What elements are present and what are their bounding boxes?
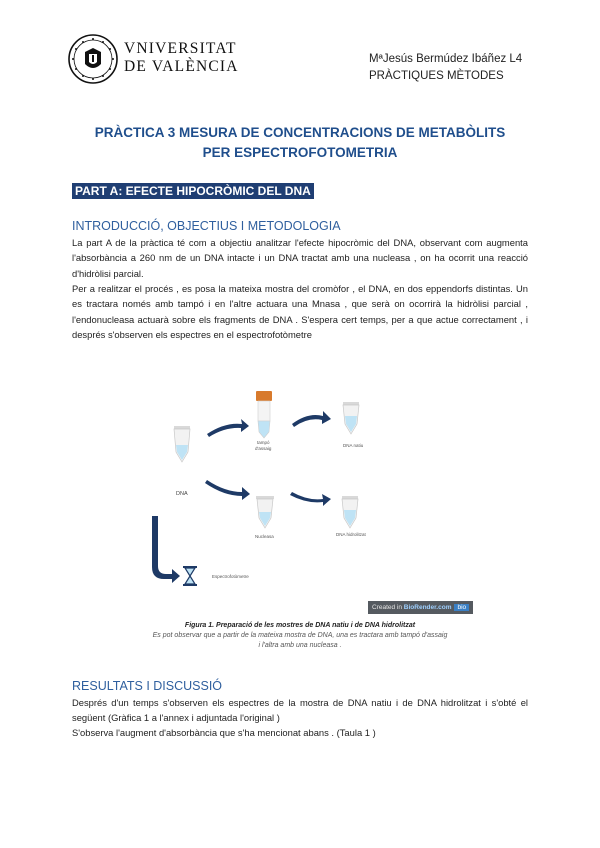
arrow-dna-to-nucleasa-icon xyxy=(205,480,250,500)
title-line1: PRÀCTICA 3 MESURA DE CONCENTRACIONS DE METABÒLITS xyxy=(94,125,506,140)
subject-name: PRÀCTIQUES MÈTODES xyxy=(369,70,504,82)
intro-paragraph-1: La part A de la pràctica té com a objectiu analitzar l'efecte hipocròmic del DNA, observant com augmenta l'absorbància a 260 nm de un DNA intacte i un DNA tractat amb una nucleasa , on ha ocorrit una reacció d'hidròlisi parcial. xyxy=(72,237,528,279)
arrow-nucleasa-to-hidrolitzat-icon xyxy=(290,492,331,506)
arrow-tampo-to-natiu-icon xyxy=(292,411,331,427)
results-heading: RESULTATS I DISCUSSIÓ xyxy=(72,679,223,693)
sample-preparation-figure xyxy=(150,388,470,618)
dna-natiu-tube-icon xyxy=(343,402,359,434)
label-dna-natiu: DNA natiu xyxy=(343,443,364,448)
label-dna-hidrolitzat: DNA hidrolitzat xyxy=(336,532,366,537)
hourglass-icon xyxy=(183,566,197,586)
label-espectrofotometre: Espectrofotòmetre xyxy=(212,574,249,579)
dna-tube-icon xyxy=(174,426,190,462)
biorender-credit xyxy=(368,601,473,614)
results-paragraph-2: S'observa l'augment d'absorbància que s'ha mencionat abans . (Taula 1 ) xyxy=(72,727,376,738)
label-nucleasa: Nucleasa xyxy=(255,534,274,539)
figure-caption xyxy=(110,621,490,651)
arrow-dna-to-tampo-icon xyxy=(207,419,249,437)
title-line2: PER ESPECTROFOTOMETRIA xyxy=(202,145,398,160)
university-seal-icon xyxy=(68,34,118,84)
caption-line-1: Es pot observar que a partir de la mateixa mostra de DNA, una es tractara amb tampó d'assaig xyxy=(152,632,448,639)
arrow-to-espectro-icon xyxy=(152,516,180,583)
dna-hidrolitzat-tube-icon xyxy=(342,496,358,528)
label-dna: DNA xyxy=(176,491,188,497)
part-a-heading: PART A: EFECTE HIPOCRÒMIC DEL DNA xyxy=(72,183,314,199)
university-name-line1: VNIVERSITAT xyxy=(124,40,237,57)
author-block xyxy=(369,51,522,85)
university-logo xyxy=(68,34,243,88)
tampo-tube-icon xyxy=(256,391,272,438)
caption-line-2: i l'altra amb una nucleasa . xyxy=(258,642,342,649)
credit-brand: BioRender.com xyxy=(403,604,452,611)
university-name-line2: DE VALÈNCIA xyxy=(124,58,239,75)
label-tampo: tampó xyxy=(257,440,270,445)
author-name: MªJesús Bermúdez Ibáñez L4 xyxy=(369,53,523,65)
results-paragraph-1: Després d'un temps s'observen els espectres de la mostra de DNA natiu i de DNA hidrolitzat i s'obté el següent (Gràfica 1 a l'annex i adjuntada l'original ) xyxy=(72,697,528,724)
label-tampo-2: d'assaig xyxy=(255,446,272,451)
credit-prefix: Created in xyxy=(372,604,404,611)
intro-paragraph-2: Per a realitzar el procés , es posa la mateixa mostra del cromòfor , el DNA, en dos eppendorfs distintas. Un es tractara només amb tampó i en l'altre actuara una Mnasa , que serà on ocorrirà la hidròlisi parcial , l'endonucleasa actuarà sobre els fragments de DNA . S'espera cert temps, per a que actue correctament , i després s'observen els espectres en el espectrofotòmetre xyxy=(72,283,528,341)
document-title xyxy=(70,123,530,163)
caption-title: Figura 1. Preparació de les mostres de DNA natiu i de DNA hidrolitzat xyxy=(184,622,416,629)
credit-badge: bio xyxy=(454,604,469,611)
nucleasa-tube-icon xyxy=(256,496,274,528)
university-name xyxy=(124,40,239,76)
intro-heading: INTRODUCCIÓ, OBJECTIUS I METODOLOGIA xyxy=(72,219,341,233)
